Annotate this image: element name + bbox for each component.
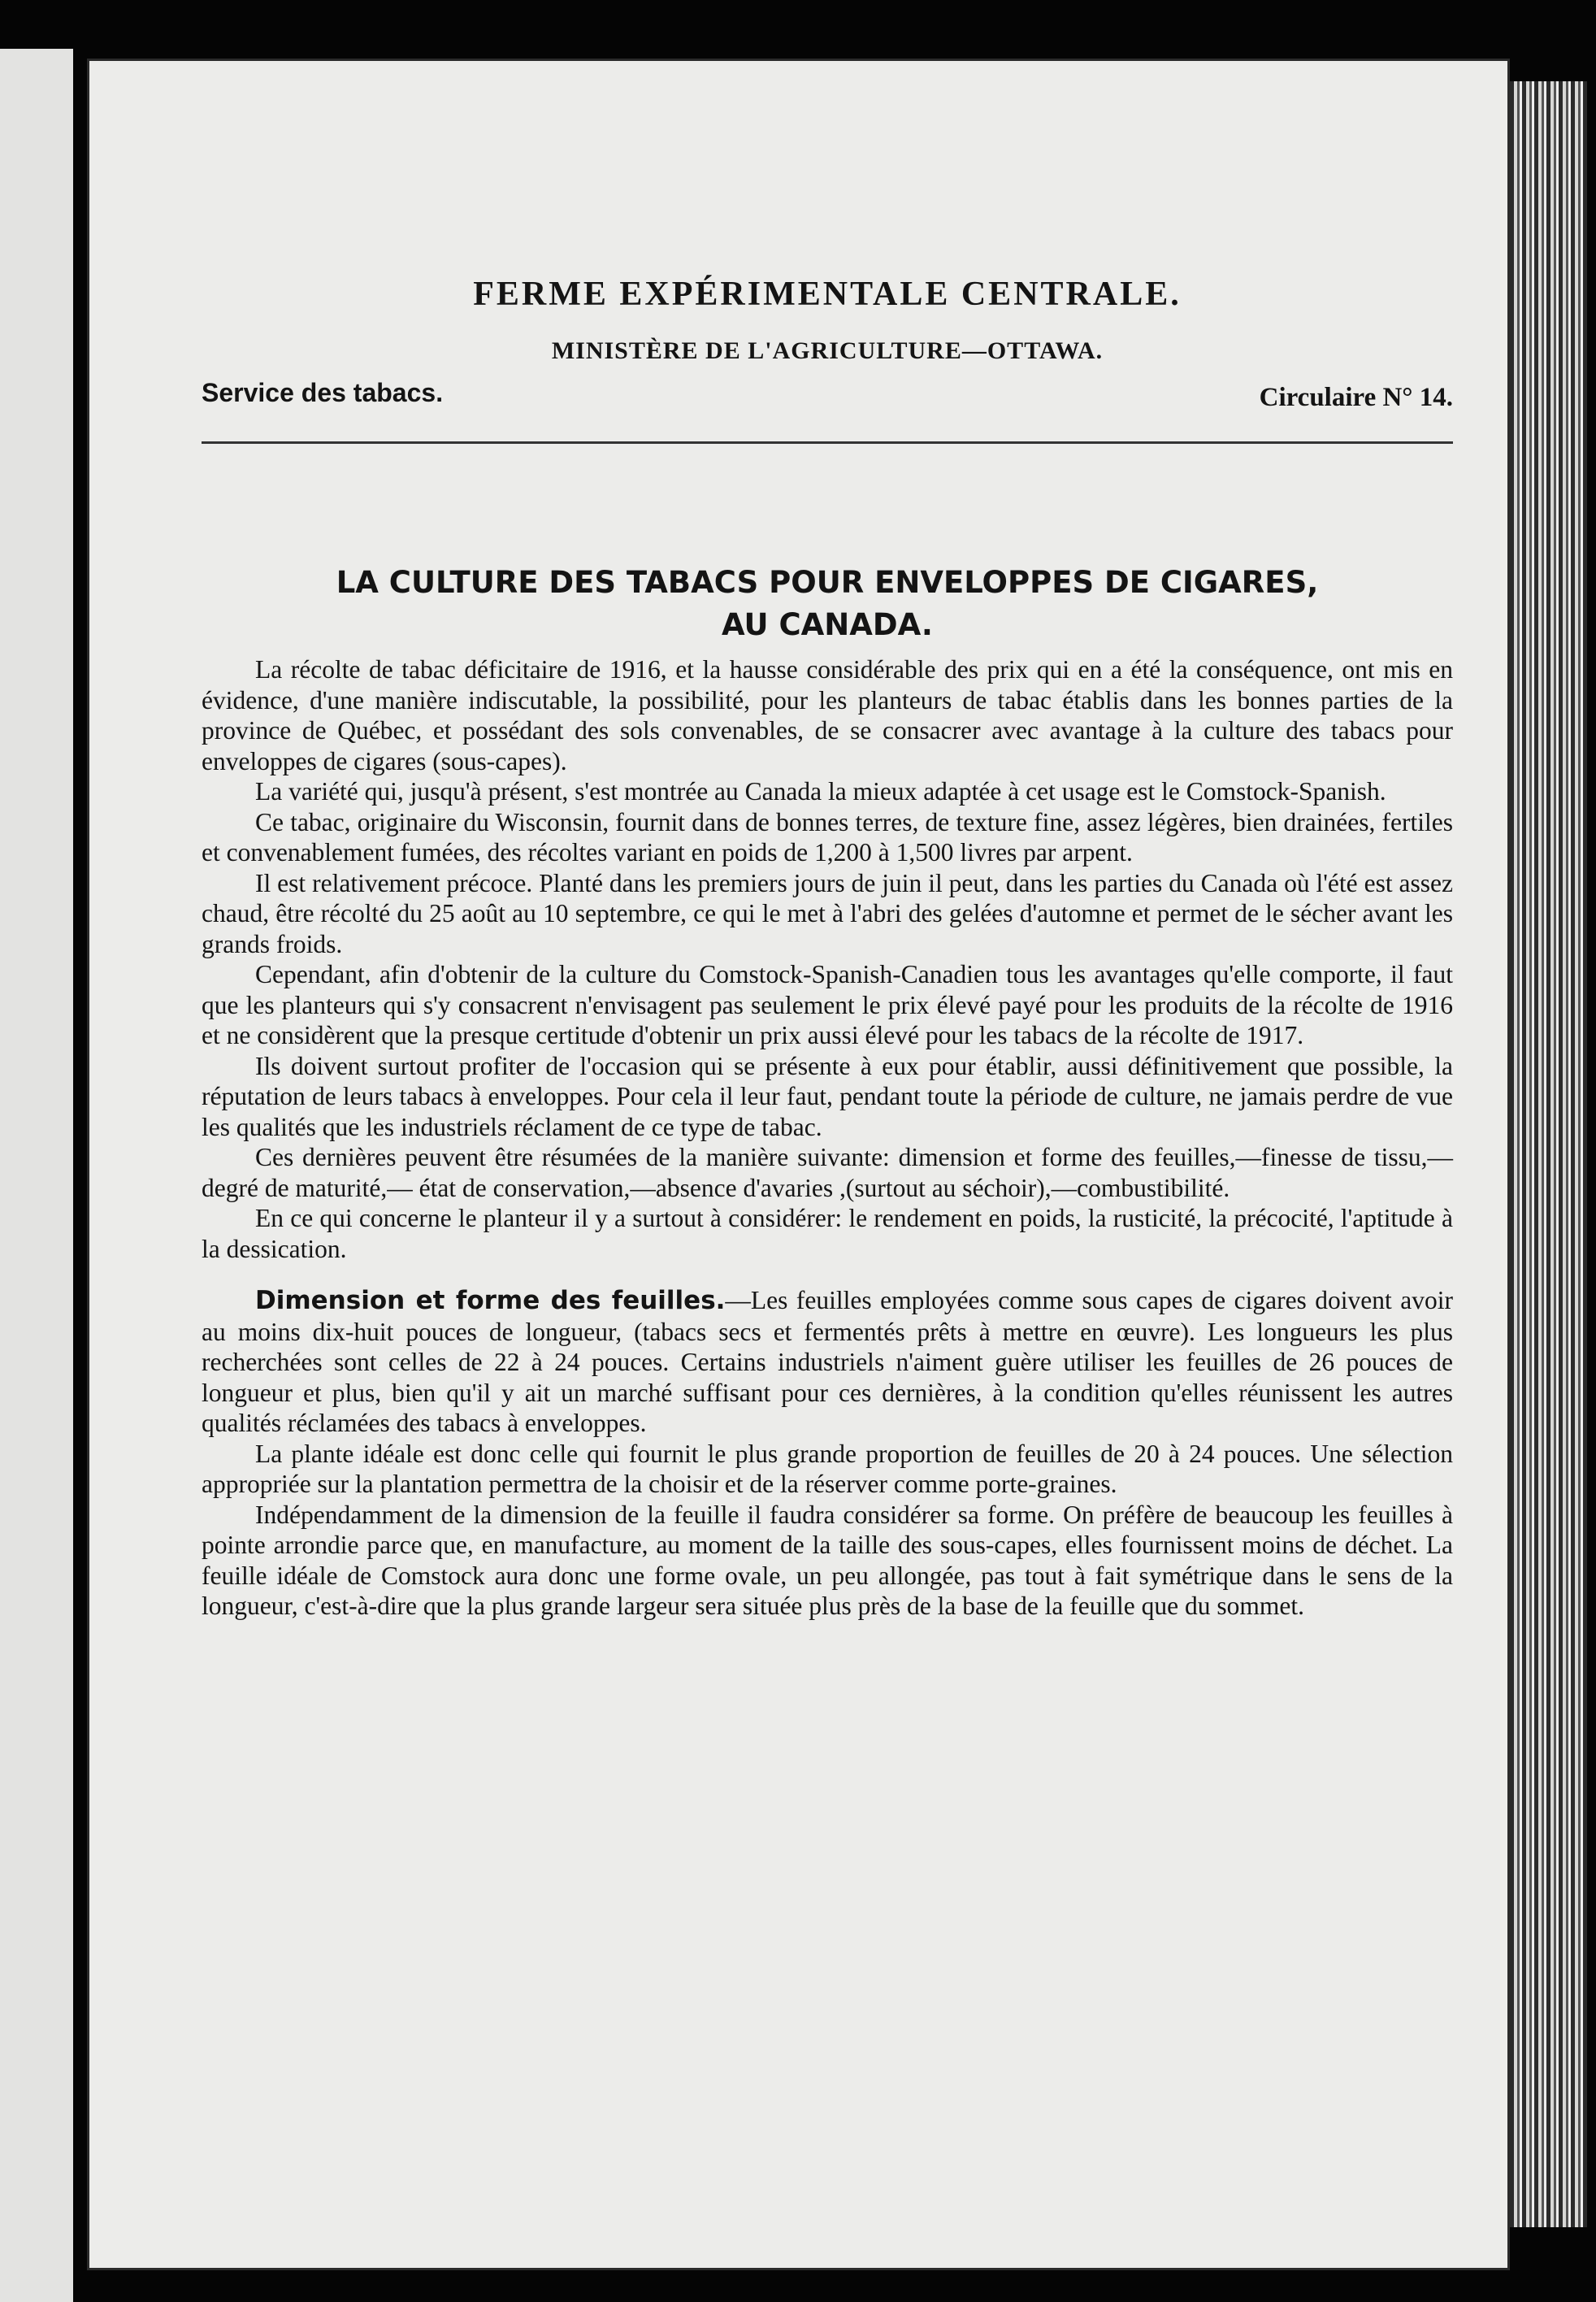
document-page — [89, 61, 1507, 2268]
title-line-2: AU CANADA. — [722, 607, 933, 642]
paragraph: En ce qui concerne le planteur il y a surtout à considérer: le rendement en poids, la rusticité, la précocité, l'aptitude à la dessication. — [202, 1204, 1453, 1263]
header-rule — [202, 441, 1453, 444]
paragraph: Ils doivent surtout profiter de l'occasion qui se présente à eux pour établir, aussi définitivement que possible, la réputation de leurs tabacs à enveloppes. Pour cela il leur faut, pendant toute la période de culture, ne jamais perdre de vue les qualités que les industriels réclament de ce type de tabac. — [202, 1051, 1453, 1141]
section-heading: Dimension et forme des feuilles. — [255, 1286, 726, 1315]
paragraph: Ces dernières peuvent être résumées de la manière suivante: dimension et forme des feuilles,—finesse de tissu,—degré de maturité,— état de conservation,—absence d'avaries ,(surtout au séchoir),—combustibilité. — [202, 1143, 1453, 1202]
section-lead-text: —Les feuilles employées comme sous capes de cigares doivent avoir au moins dix-huit pouces de longueur, (tabacs secs et fermentés prêts à mettre en œuvre). Les longueurs les plus recherchées sont celles de 22 à 24 pouces. Certains industriels n'aiment guère utiliser les feuilles de 26 pouces de longueur et plus, bien qu'il y ait un marché suffisant pour ces dernières, à la condition qu'elles réunissent les autres qualités réclamées des tabacs à enveloppes. — [202, 1286, 1453, 1437]
adjacent-page-margin — [0, 49, 73, 2302]
paragraph: La plante idéale est donc celle qui fournit le plus grande proportion de feuilles de 20 à 24 pouces. Une sélection appropriée sur la plantation permettra de la choisir et de la réserver comme porte-graines. — [202, 1439, 1453, 1498]
paragraph: Il est relativement précoce. Planté dans les premiers jours de juin il peut, dans les parties du Canada où l'été est assez chaud, être récolté du 25 août au 10 septembre, ce qui le met à l'abri des gelées d'automne et permet de le sécher avant les grands froids. — [202, 868, 1453, 958]
paragraph: La récolte de tabac déficitaire de 1916, et la hausse considérable des prix qui en a été la conséquence, ont mis en évidence, d'une manière indiscutable, la possibilité, pour les planteurs de tabac établis dans les bonnes parties de la province de Québec, et possédant des sols convenables, de se consacrer avec avantage à la culture des tabacs pour enveloppes de cigares (sous-capes). — [202, 655, 1453, 775]
paragraph: Ce tabac, originaire du Wisconsin, fournit dans de bonnes terres, de texture fine, assez légères, bien drainées, fertiles et convenablement fumées, des récoltes variant en poids de 1,200 à 1,500 livres par arpent. — [202, 807, 1453, 867]
title-line-1: LA CULTURE DES TABACS POUR ENVELOPPES DE CIGARES, — [336, 565, 1319, 600]
circular-number: Circulaire N° 14. — [1259, 383, 1453, 412]
paragraph: Cependant, afin d'obtenir de la culture du Comstock-Spanish-Canadien tous les avantages qu'elle comporte, il faut que les planteurs qui s'y consacrent n'envisagent pas seulement le prix élevé payé pour les produits de la récolte de 1916 et ne considèrent que la presque certitude d'obtenir un prix aussi élevé pour les tabacs de la récolte de 1917. — [202, 960, 1453, 1049]
institution-heading: FERME EXPÉRIMENTALE CENTRALE. — [473, 276, 1182, 313]
book-page-edges — [1510, 81, 1587, 2227]
paragraph: La variété qui, jusqu'à présent, s'est montrée au Canada la mieux adaptée à cet usage est le Comstock-Spanish. — [255, 777, 1386, 806]
service-label: Service des tabacs. — [202, 378, 444, 407]
body-text — [202, 654, 1453, 1622]
document-title — [202, 562, 1453, 646]
section-paragraph — [202, 1285, 1453, 1439]
paragraph: Indépendamment de la dimension de la feuille il faudra considérer sa forme. On préfère de beaucoup les feuilles à pointe arrondie parce que, en manufacture, au moment de la taille des sous-capes, elles fournissent moins de déchet. La feuille idéale de Comstock aura donc une forme ovale, un peu allongée, pas tout à fait symétrique dans le sens de la longueur, c'est-à-dire que la plus grande largeur sera située plus près de la base de la feuille que du sommet. — [202, 1500, 1453, 1620]
ministry-heading: MINISTÈRE DE L'AGRICULTURE—OTTAWA. — [551, 337, 1104, 364]
